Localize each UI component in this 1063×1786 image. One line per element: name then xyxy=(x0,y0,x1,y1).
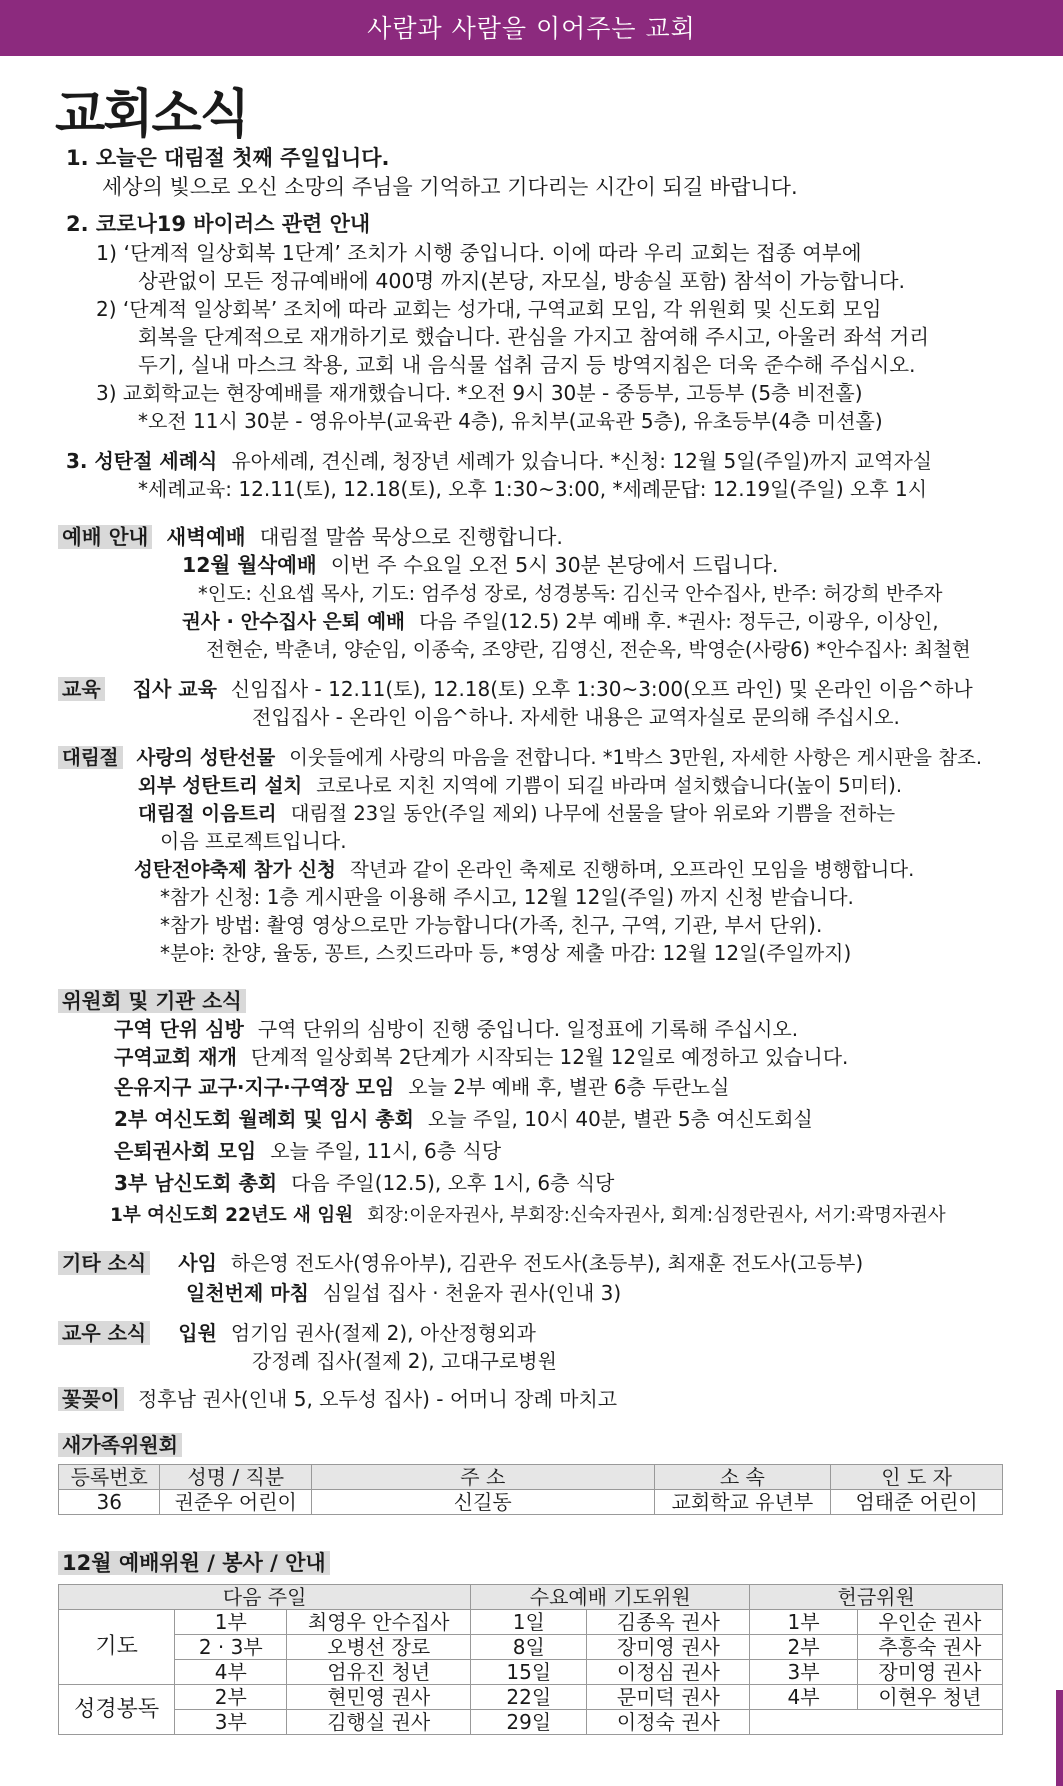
committee-item-title: 은퇴권사회 모임 xyxy=(114,1139,257,1163)
committee-item-text: 오늘 주일, 11시, 6층 식당 xyxy=(270,1139,502,1163)
table-cell: 1일 xyxy=(471,1610,587,1635)
table-cell: 교회학교 유년부 xyxy=(654,1490,831,1515)
monthly-detail: *인도: 신요셉 목사, 기도: 엄주성 장로, 성경봉독: 김신국 안수집사, 반주: 허강희 반주자 xyxy=(198,582,943,605)
retire-names: 전현순, 박춘녀, 양순임, 이종숙, 조양란, 김영신, 전순옥, 박영순(사랑6) *안수집사: 최철현 xyxy=(206,638,971,661)
offering-title: 일천번제 마침 xyxy=(186,1281,309,1305)
committee-item xyxy=(114,1074,729,1101)
committee-item-title: 1부 여신도회 22년도 새 임원 xyxy=(110,1205,354,1226)
table-cell: 우인순 권사 xyxy=(857,1610,1002,1635)
flower-row xyxy=(58,1386,617,1413)
eum-title: 대림절 이음트리 xyxy=(138,802,277,825)
offering-row xyxy=(186,1280,621,1307)
duty-label: 12월 예배위원 / 봉사 / 안내 xyxy=(58,1551,330,1575)
table-cell: 이현우 청년 xyxy=(857,1685,1002,1710)
section-3-line xyxy=(66,448,932,475)
column-header: 다음 주일 xyxy=(59,1585,471,1610)
section-3-line: *세례교육: 12.11(토), 12.18(토), 오후 1:30~3:00, *세례문답: 12.19일(주일) 오후 1시 xyxy=(138,477,928,501)
table-cell: 2부 xyxy=(750,1635,857,1660)
section-1-body: 세상의 빛으로 오신 소망의 주님을 기억하고 기다리는 시간이 되길 바랍니다. xyxy=(102,175,798,199)
section-2-line: 2) ‘단계적 일상회복’ 조치에 따라 교회는 성가대, 구역교회 모임, 각 위원회 및 신도회 모임 xyxy=(96,297,882,321)
section-3-text: 유아세례, 견신례, 청장년 세례가 있습니다. *신청: 12월 5일(주일)까지 교역자실 xyxy=(231,449,933,473)
etc-row xyxy=(58,1250,863,1277)
committee-item-title: 구역 단위 심방 xyxy=(114,1017,244,1041)
section-3-heading: 3. 성탄절 세례식 xyxy=(66,449,218,473)
column-header: 주 소 xyxy=(312,1465,654,1490)
table-cell: 엄유진 청년 xyxy=(287,1660,471,1685)
newfamily-table xyxy=(58,1464,1003,1515)
table-cell: 2 · 3부 xyxy=(175,1635,287,1660)
column-header: 수요예배 기도위원 xyxy=(471,1585,750,1610)
retire-row xyxy=(182,608,939,635)
table-cell: 신길동 xyxy=(312,1490,654,1515)
member-text: 엄기임 권사(절제 2), 아산정형외과 xyxy=(230,1321,536,1345)
fest-title: 성탄전야축제 참가 신청 xyxy=(134,858,336,881)
table-cell: 기도 xyxy=(59,1610,175,1685)
table-row xyxy=(59,1660,1003,1685)
table-cell: 3부 xyxy=(750,1660,857,1685)
column-header: 인 도 자 xyxy=(831,1465,1003,1490)
section-2-line: 1) ‘단계적 일상회복 1단계’ 조치가 시행 중입니다. 이에 따라 우리 교회는 접종 여부에 xyxy=(96,241,862,265)
section-2-line: *오전 11시 30분 - 영유아부(교육관 4층), 유치부(교육관 5층), 유초등부(4층 미션홀) xyxy=(138,409,883,433)
resign-title: 사임 xyxy=(178,1251,217,1275)
table-cell: 권준우 어린이 xyxy=(160,1490,312,1515)
committee-item-text: 회장:이운자권사, 부회장:신숙자권사, 회계:심정란권사, 서기:곽명자권사 xyxy=(367,1205,946,1226)
committee-label-row xyxy=(58,988,246,1015)
section-2-line: 3) 교회학교는 현장예배를 재개했습니다. *오전 9시 30분 - 중등부, 고등부 (5층 비전홀) xyxy=(96,381,863,405)
table-cell: 김행실 권사 xyxy=(287,1710,471,1735)
table-cell: 추흥숙 권사 xyxy=(857,1635,1002,1660)
newfamily-label-row xyxy=(58,1432,182,1459)
etc-label: 기타 소식 xyxy=(58,1251,150,1275)
table-cell: 장미영 권사 xyxy=(587,1635,750,1660)
monthly-row xyxy=(182,552,778,579)
advent-label: 대림절 xyxy=(58,746,123,769)
table-row xyxy=(59,1490,1003,1515)
table-cell: 8일 xyxy=(471,1635,587,1660)
committee-item-title: 3부 남신도회 총회 xyxy=(114,1171,278,1195)
table-cell: 22일 xyxy=(471,1685,587,1710)
table-cell: 36 xyxy=(59,1490,160,1515)
retire-text: 다음 주일(12.5) 2부 예배 후. *권사: 정두근, 이광우, 이상인, xyxy=(418,610,939,633)
table-cell: 4부 xyxy=(175,1660,287,1685)
committee-item-title: 2부 여신도회 월례회 및 임시 총회 xyxy=(114,1107,414,1131)
member-text-2: 강정례 집사(절제 2), 고대구로병원 xyxy=(252,1349,557,1373)
column-header: 헌금위원 xyxy=(750,1585,1003,1610)
table-cell: 15일 xyxy=(471,1660,587,1685)
flower-text: 정후남 권사(인내 5, 오두성 집사) - 어머니 장례 마치고 xyxy=(137,1387,618,1411)
fest-detail: *참가 신청: 1층 게시판을 이용해 주시고, 12월 12일(주일) 까지 신청 받습니다. xyxy=(160,885,854,909)
monthly-text: 이번 주 수요일 오전 5시 30분 본당에서 드립니다. xyxy=(330,553,779,577)
worship-label: 예배 안내 xyxy=(58,525,152,549)
worship-row xyxy=(58,524,563,551)
table-row xyxy=(59,1710,1003,1735)
dawn-text: 대림절 말씀 묵상으로 진행합니다. xyxy=(259,525,563,549)
table-row xyxy=(59,1685,1003,1710)
fest-text: 작년과 같이 온라인 축제로 진행하며, 오프라인 모임을 병행합니다. xyxy=(349,858,915,881)
table-cell: 이정숙 권사 xyxy=(587,1710,750,1735)
monthly-title: 12월 월삭예배 xyxy=(182,553,317,577)
newfamily-label: 새가족위원회 xyxy=(58,1433,182,1457)
dawn-title: 새벽예배 xyxy=(166,525,246,549)
member-title: 입원 xyxy=(178,1321,217,1345)
table-header-row xyxy=(59,1465,1003,1490)
edu-title: 집사 교육 xyxy=(132,677,217,701)
tree-title: 외부 성탄트리 설치 xyxy=(138,774,303,797)
retire-title: 권사 · 안수집사 은퇴 예배 xyxy=(182,610,405,633)
header-banner: 사람과 사람을 이어주는 교회 xyxy=(0,0,1063,56)
table-cell: 장미영 권사 xyxy=(857,1660,1002,1685)
member-label: 교우 소식 xyxy=(58,1321,150,1345)
table-cell xyxy=(750,1710,1003,1735)
advent-row xyxy=(58,744,982,771)
eum-row xyxy=(138,800,895,827)
committee-item xyxy=(110,1202,946,1229)
eum-text-2: 이음 프로젝트입니다. xyxy=(160,829,347,853)
table-cell: 김종옥 권사 xyxy=(587,1610,750,1635)
fest-row xyxy=(134,856,914,883)
resign-text: 하은영 전도사(영유아부), 김관우 전도사(초등부), 최재훈 전도사(고등부) xyxy=(230,1251,864,1275)
offering-text: 심일섭 집사 · 천윤자 권사(인내 3) xyxy=(322,1281,622,1305)
section-2-line: 상관없이 모든 정규예배에 400명 까지(본당, 자모실, 방송실 포함) 참석이 가능합니다. xyxy=(138,269,906,293)
table-cell: 1부 xyxy=(175,1610,287,1635)
page-title: 교회소식 xyxy=(55,85,248,145)
edu-text: 신임집사 - 12.11(토), 12.18(토) 오후 1:30~3:00(오프 라인) 및 온라인 이음^하나 xyxy=(230,677,973,701)
tree-text: 코로나로 지친 지역에 기쁨이 되길 바라며 설치했습니다(높이 5미터). xyxy=(316,774,903,797)
committee-item-text: 구역 단위의 심방이 진행 중입니다. 일정표에 기록해 주십시오. xyxy=(257,1017,799,1041)
table-header-row xyxy=(59,1585,1003,1610)
table-row xyxy=(59,1635,1003,1660)
table-cell: 1부 xyxy=(750,1610,857,1635)
committee-item xyxy=(114,1170,614,1197)
section-2-line: 회복을 단계적으로 재개하기로 했습니다. 관심을 가지고 참여해 주시고, 아울러 좌석 거리 xyxy=(138,325,930,349)
edu-label: 교육 xyxy=(58,677,105,701)
committee-item-title: 구역교회 재개 xyxy=(114,1045,237,1069)
committee-item-text: 다음 주일(12.5), 오후 1시, 6층 식당 xyxy=(291,1171,615,1195)
table-cell: 문미덕 권사 xyxy=(587,1685,750,1710)
table-cell: 성경봉독 xyxy=(59,1685,175,1735)
committee-item-text: 오늘 2부 예배 후, 별관 6층 두란노실 xyxy=(408,1075,730,1099)
committee-item-text: 오늘 주일, 10시 40분, 별관 5층 여신도회실 xyxy=(427,1107,813,1131)
duty-label-row xyxy=(58,1550,330,1577)
fest-detail: *분야: 찬양, 율동, 꽁트, 스킷드라마 등, *영상 제출 마감: 12월 12일(주일까지) xyxy=(160,941,852,965)
table-cell: 3부 xyxy=(175,1710,287,1735)
committee-item-text: 단계적 일상회복 2단계가 시작되는 12월 12일로 예정하고 있습니다. xyxy=(250,1045,849,1069)
table-cell: 2부 xyxy=(175,1685,287,1710)
table-cell: 최영우 안수집사 xyxy=(287,1610,471,1635)
eum-text: 대림절 23일 동안(주일 제외) 나무에 선물을 달아 위로와 기쁨을 전하는 xyxy=(290,802,896,825)
table-cell: 29일 xyxy=(471,1710,587,1735)
duty-table xyxy=(58,1584,1003,1735)
table-cell: 오병선 장로 xyxy=(287,1635,471,1660)
flower-label: 꽃꽂이 xyxy=(58,1387,124,1411)
gift-text: 이웃들에게 사랑의 마음을 전합니다. *1박스 3만원, 자세한 사항은 게시판을 참조. xyxy=(289,746,983,769)
edu-row xyxy=(58,676,973,703)
committee-item xyxy=(114,1106,813,1133)
table-cell: 엄태준 어린이 xyxy=(831,1490,1003,1515)
section-2-line: 두기, 실내 마스크 착용, 교회 내 음식물 섭취 금지 등 방역지침은 더욱 준수해 주십시오. xyxy=(138,353,916,377)
member-row xyxy=(58,1320,536,1347)
column-header: 소 속 xyxy=(654,1465,831,1490)
column-header: 등록번호 xyxy=(59,1465,160,1490)
column-header: 성명 / 직분 xyxy=(160,1465,312,1490)
table-cell: 4부 xyxy=(750,1685,857,1710)
fest-detail: *참가 방법: 촬영 영상으로만 가능합니다(가족, 친구, 구역, 기관, 부서 단위). xyxy=(160,913,823,937)
tree-row xyxy=(138,772,902,799)
section-1-heading: 1. 오늘은 대림절 첫째 주일입니다. xyxy=(66,146,390,170)
gift-title: 사랑의 성탄선물 xyxy=(136,746,276,769)
committee-item-title: 온유지구 교구·지구·구역장 모임 xyxy=(114,1075,395,1099)
table-row xyxy=(59,1610,1003,1635)
committee-label: 위원회 및 기관 소식 xyxy=(58,989,246,1013)
side-accent-bar xyxy=(1056,1690,1063,1786)
committee-item xyxy=(114,1138,501,1165)
section-2-heading: 2. 코로나19 바이러스 관련 안내 xyxy=(66,212,371,236)
edu-text-2: 전입집사 - 온라인 이음^하나. 자세한 내용은 교역자실로 문의해 주십시오. xyxy=(252,705,900,729)
committee-item xyxy=(114,1044,848,1071)
table-cell: 현민영 권사 xyxy=(287,1685,471,1710)
table-cell: 이정심 권사 xyxy=(587,1660,750,1685)
committee-item xyxy=(114,1016,798,1043)
